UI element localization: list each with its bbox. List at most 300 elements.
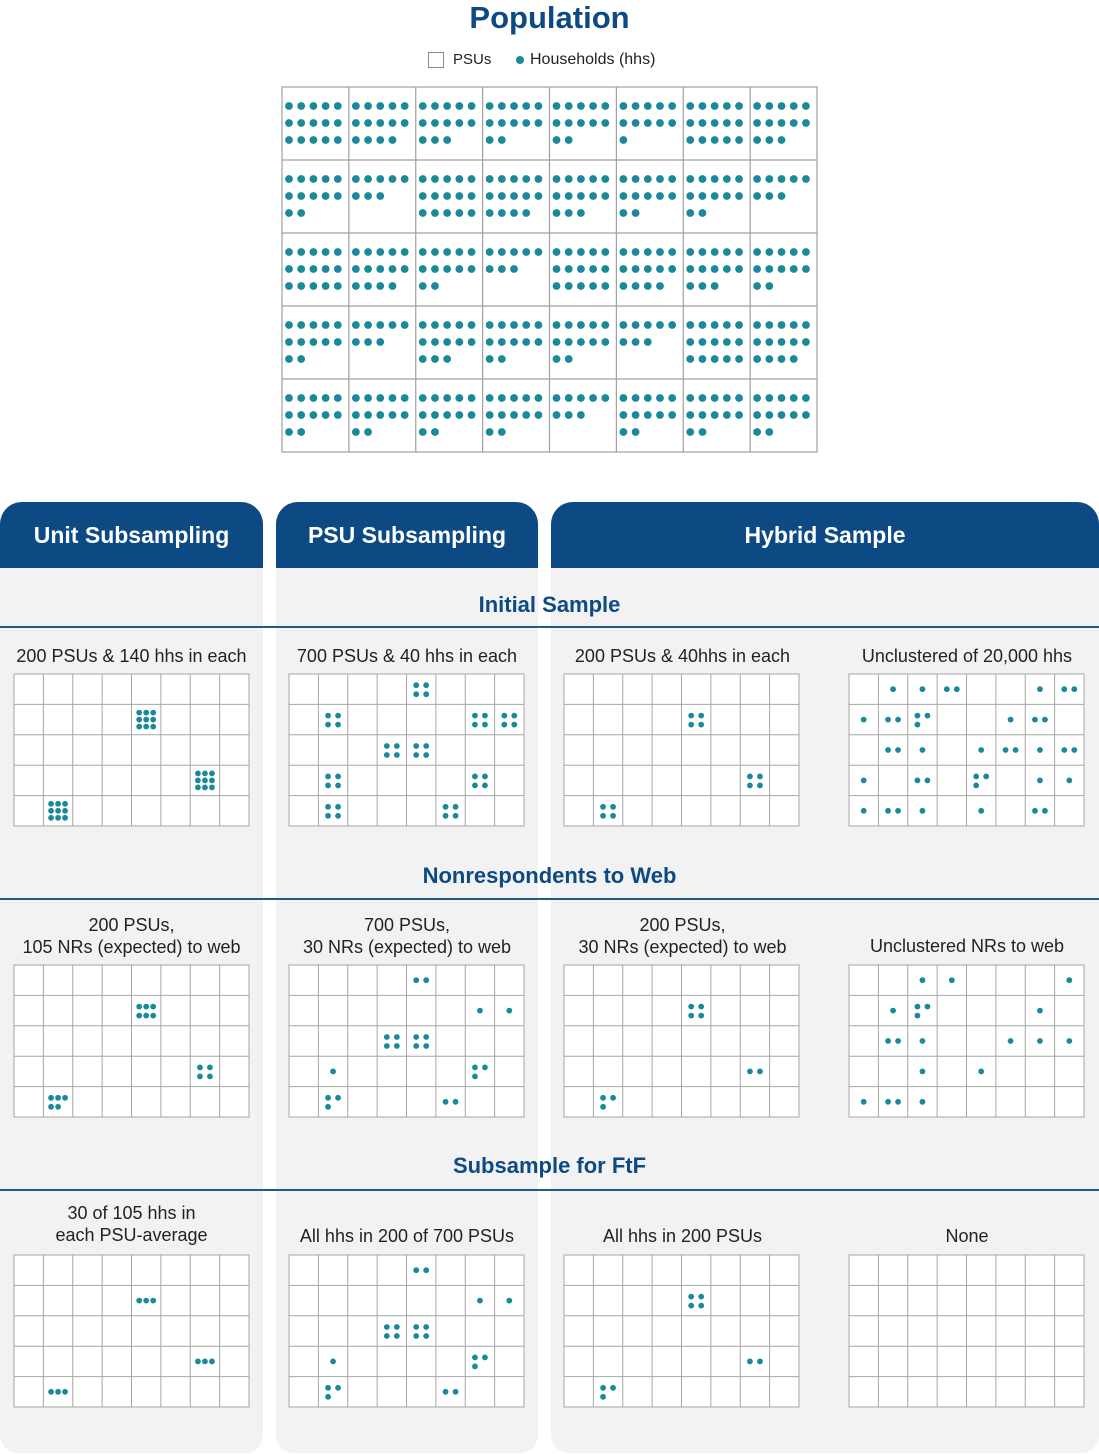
population-household-dot [334, 411, 342, 419]
sample-household-dot [925, 713, 931, 719]
sample-household-dot [472, 1065, 478, 1071]
sample-household-dot [325, 722, 331, 728]
population-household-dot [334, 248, 342, 256]
population-household-dot [619, 265, 627, 273]
population-household-dot [431, 411, 439, 419]
population-household-dot [711, 119, 719, 127]
population-household-dot [699, 321, 707, 329]
population-household-dot [686, 355, 694, 363]
population-household-dot [753, 355, 761, 363]
sample-household-dot [143, 1298, 149, 1304]
sample-household-dot [482, 1065, 488, 1071]
population-household-dot [656, 102, 664, 110]
population-household-dot [498, 394, 506, 402]
population-household-dot [468, 411, 476, 419]
population-household-dot [735, 248, 743, 256]
population-household-dot [401, 102, 409, 110]
population-household-dot [668, 119, 676, 127]
sample-household-dot [150, 717, 156, 723]
sample-household-dot [747, 1359, 753, 1365]
sample-household-dot [925, 778, 931, 784]
population-household-dot [802, 265, 810, 273]
sample-household-dot [423, 1267, 429, 1273]
sample-household-dot [501, 722, 507, 728]
sample-household-dot [443, 1389, 449, 1395]
sample-household-dot [600, 813, 606, 819]
sample-household-dot [143, 1013, 149, 1019]
population-household-dot [632, 321, 640, 329]
population-household-dot [510, 321, 518, 329]
population-household-dot [765, 192, 773, 200]
population-household-dot [589, 175, 597, 183]
label-nr-unclustered: Unclustered NRs to web [869, 936, 1065, 956]
population-household-dot [778, 102, 786, 110]
population-household-dot [419, 248, 427, 256]
sample-household-dot [55, 808, 61, 814]
population-household-dot [765, 136, 773, 144]
population-household-dot [589, 119, 597, 127]
population-household-dot [790, 102, 798, 110]
population-household-dot [765, 282, 773, 290]
sample-household-dot [472, 1074, 478, 1080]
sample-household-dot [413, 682, 419, 688]
population-household-dot [352, 136, 360, 144]
sample-household-dot [413, 743, 419, 749]
population-household-dot [376, 175, 384, 183]
population-household-dot [644, 411, 652, 419]
population-household-dot [352, 321, 360, 329]
sample-household-dot [698, 1004, 704, 1010]
population-household-dot [565, 321, 573, 329]
population-household-dot [310, 136, 318, 144]
population-household-dot [589, 265, 597, 273]
population-household-dot [443, 209, 451, 217]
population-household-dot [802, 119, 810, 127]
population-household-dot [334, 175, 342, 183]
population-household-dot [565, 282, 573, 290]
population-household-dot [735, 175, 743, 183]
population-household-dot [455, 209, 463, 217]
sample-household-dot [501, 713, 507, 719]
population-household-dot [656, 192, 664, 200]
population-household-dot [577, 282, 585, 290]
population-household-dot [553, 119, 561, 127]
population-household-dot [753, 192, 761, 200]
population-household-dot [498, 102, 506, 110]
population-household-dot [352, 119, 360, 127]
sample-household-dot [477, 1008, 483, 1014]
sample-household-dot [143, 710, 149, 716]
population-household-dot [553, 136, 561, 144]
population-household-dot [711, 248, 719, 256]
sample-household-dot [209, 1359, 215, 1365]
sample-household-dot [335, 1095, 341, 1101]
population-household-dot [431, 248, 439, 256]
population-household-dot [486, 428, 494, 436]
population-household-dot [468, 119, 476, 127]
label-ftf-none: None [945, 1226, 989, 1246]
population-household-dot [535, 411, 543, 419]
population-household-dot [443, 338, 451, 346]
sample-household-dot [1013, 747, 1019, 753]
population-household-dot [644, 119, 652, 127]
population-household-dot [443, 265, 451, 273]
sample-household-dot [55, 801, 61, 807]
sample-household-dot [890, 1008, 896, 1014]
population-household-dot [498, 248, 506, 256]
label-nr-psu: 700 PSUs, 30 NRs (expected) to web [302, 915, 512, 957]
label-initial-unclustered: Unclustered of 20,000 hhs [861, 646, 1073, 666]
sample-household-dot [423, 682, 429, 688]
sample-household-dot [1042, 717, 1048, 723]
sample-household-dot [600, 804, 606, 810]
sample-household-dot [143, 1004, 149, 1010]
sample-household-dot [453, 813, 459, 819]
population-household-dot [455, 102, 463, 110]
population-household-dot [510, 248, 518, 256]
sample-household-dot [920, 808, 926, 814]
population-household-dot [790, 355, 798, 363]
population-household-dot [522, 411, 530, 419]
population-household-dot [522, 119, 530, 127]
population-household-dot [310, 394, 318, 402]
sample-household-dot [895, 808, 901, 814]
sample-household-dot [895, 747, 901, 753]
population-household-dot [455, 265, 463, 273]
population-household-dot [297, 394, 305, 402]
population-household-dot [376, 265, 384, 273]
population-household-dot [686, 394, 694, 402]
population-household-dot [699, 394, 707, 402]
sample-household-dot [885, 717, 891, 723]
sample-household-dot [394, 752, 400, 758]
population-household-dot [686, 265, 694, 273]
population-household-dot [322, 136, 330, 144]
population-household-dot [522, 192, 530, 200]
population-household-dot [297, 209, 305, 217]
population-household-dot [735, 321, 743, 329]
population-household-dot [498, 411, 506, 419]
sample-household-dot [55, 1389, 61, 1395]
population-household-dot [778, 321, 786, 329]
population-household-dot [619, 136, 627, 144]
population-household-dot [619, 428, 627, 436]
sample-household-dot [915, 713, 921, 719]
population-household-dot [297, 428, 305, 436]
sample-household-dot [895, 1099, 901, 1105]
population-household-dot [468, 321, 476, 329]
population-household-dot [577, 265, 585, 273]
label-nr-unit: 200 PSUs, 105 NRs (expected) to web [22, 915, 241, 957]
sample-household-dot [861, 808, 867, 814]
population-household-dot [589, 321, 597, 329]
sample-household-dot [890, 686, 896, 692]
population-household-dot [297, 136, 305, 144]
population-household-dot [310, 192, 318, 200]
sample-household-dot [688, 722, 694, 728]
tab-unit-subsampling: Unit Subsampling [0, 502, 263, 568]
sample-household-dot [202, 1359, 208, 1365]
population-household-dot [376, 102, 384, 110]
population-household-dot [535, 102, 543, 110]
sample-household-dot [335, 804, 341, 810]
sample-household-dot [136, 717, 142, 723]
population-household-dot [553, 411, 561, 419]
population-household-dot [376, 321, 384, 329]
population-household-dot [790, 265, 798, 273]
sample-household-dot [195, 1359, 201, 1365]
sample-household-dot [973, 774, 979, 780]
population-household-dot [553, 209, 561, 217]
population-household-dot [632, 411, 640, 419]
population-household-dot [711, 338, 719, 346]
sample-household-dot [1037, 1008, 1043, 1014]
sample-household-dot [136, 1004, 142, 1010]
population-household-dot [297, 338, 305, 346]
sample-household-dot [150, 710, 156, 716]
population-household-dot [589, 102, 597, 110]
population-household-dot [401, 175, 409, 183]
population-household-dot [419, 355, 427, 363]
population-household-dot [322, 248, 330, 256]
population-household-dot [389, 175, 397, 183]
population-household-dot [565, 394, 573, 402]
sample-household-dot [394, 1333, 400, 1339]
population-household-dot [644, 282, 652, 290]
population-household-dot [498, 338, 506, 346]
population-household-dot [790, 321, 798, 329]
sample-household-dot [330, 1359, 336, 1365]
population-household-dot [632, 282, 640, 290]
population-household-dot [753, 282, 761, 290]
sample-household-dot [330, 1069, 336, 1075]
sample-household-dot [48, 815, 54, 821]
sample-household-dot [453, 1099, 459, 1105]
population-household-dot [686, 119, 694, 127]
population-household-dot [735, 136, 743, 144]
sample-household-dot [136, 1013, 142, 1019]
population-household-dot [601, 338, 609, 346]
sample-household-dot [325, 713, 331, 719]
population-household-dot [352, 411, 360, 419]
population-household-dot [565, 192, 573, 200]
population-household-dot [778, 248, 786, 256]
population-household-dot [498, 428, 506, 436]
population-household-dot [455, 338, 463, 346]
sample-household-dot [511, 722, 517, 728]
population-household-dot [778, 338, 786, 346]
sample-household-dot [197, 1065, 203, 1071]
population-household-dot [565, 102, 573, 110]
sample-household-dot [885, 747, 891, 753]
sample-household-dot [335, 783, 341, 789]
population-household-dot [619, 394, 627, 402]
population-household-dot [565, 355, 573, 363]
sample-household-dot [600, 1394, 606, 1400]
sample-household-dot [1037, 1038, 1043, 1044]
section-title-initial: Initial Sample [478, 592, 621, 617]
sample-household-dot [698, 722, 704, 728]
sample-household-dot [610, 813, 616, 819]
population-household-dot [297, 119, 305, 127]
sample-household-dot [443, 813, 449, 819]
population-household-dot [486, 136, 494, 144]
population-household-dot [322, 411, 330, 419]
population-household-dot [656, 411, 664, 419]
label-ftf-hybrid: All hhs in 200 PSUs [602, 1226, 763, 1246]
population-household-dot [632, 119, 640, 127]
population-household-dot [334, 192, 342, 200]
sample-household-dot [1032, 808, 1038, 814]
population-household-dot [668, 175, 676, 183]
sample-household-dot [55, 1104, 61, 1110]
population-household-dot [711, 394, 719, 402]
sample-household-dot [55, 1095, 61, 1101]
population-household-dot [376, 282, 384, 290]
sample-household-dot [600, 1095, 606, 1101]
population-household-dot [711, 355, 719, 363]
population-household-dot [699, 355, 707, 363]
population-household-dot [699, 411, 707, 419]
population-household-dot [285, 102, 293, 110]
sample-household-dot [209, 785, 215, 791]
population-household-dot [376, 136, 384, 144]
population-household-dot [553, 394, 561, 402]
population-household-dot [322, 282, 330, 290]
sample-household-dot [423, 1333, 429, 1339]
population-household-dot [632, 248, 640, 256]
population-household-dot [589, 282, 597, 290]
population-household-dot [431, 175, 439, 183]
population-household-dot [334, 119, 342, 127]
population-household-dot [431, 428, 439, 436]
label-initial-psu: 700 PSUs & 40 hhs in each [296, 646, 518, 666]
population-household-dot [376, 119, 384, 127]
population-household-dot [765, 321, 773, 329]
population-household-dot [431, 321, 439, 329]
population-household-dot [619, 321, 627, 329]
population-household-dot [802, 338, 810, 346]
sample-household-dot [698, 713, 704, 719]
sample-household-dot [207, 1074, 213, 1080]
population-household-dot [565, 209, 573, 217]
population-household-dot [364, 248, 372, 256]
population-household-dot [334, 102, 342, 110]
population-household-dot [765, 248, 773, 256]
population-household-dot [753, 248, 761, 256]
sample-household-dot [413, 1324, 419, 1330]
population-household-dot [753, 338, 761, 346]
population-household-dot [735, 102, 743, 110]
population-household-dot [443, 321, 451, 329]
population-household-dot [431, 355, 439, 363]
sample-household-dot [209, 778, 215, 784]
population-household-dot [644, 175, 652, 183]
sample-household-dot [757, 783, 763, 789]
sample-household-dot [895, 717, 901, 723]
sample-household-dot [443, 804, 449, 810]
population-household-dot [401, 394, 409, 402]
sample-household-dot [482, 713, 488, 719]
population-household-dot [711, 282, 719, 290]
sample-household-dot [472, 1364, 478, 1370]
population-household-dot [419, 119, 427, 127]
population-household-dot [376, 411, 384, 419]
sample-household-dot [954, 686, 960, 692]
population-household-dot [553, 102, 561, 110]
population-household-dot [498, 265, 506, 273]
population-household-dot [285, 282, 293, 290]
sample-household-dot [506, 1298, 512, 1304]
population-household-dot [735, 119, 743, 127]
sample-household-dot [1032, 717, 1038, 723]
sample-household-dot [384, 1324, 390, 1330]
sample-household-dot [757, 1359, 763, 1365]
population-household-dot [735, 394, 743, 402]
population-household-dot [389, 136, 397, 144]
population-household-dot [644, 394, 652, 402]
population-household-dot [699, 248, 707, 256]
sample-household-dot [48, 808, 54, 814]
population-household-dot [443, 102, 451, 110]
sample-household-dot [207, 1065, 213, 1071]
population-household-dot [468, 338, 476, 346]
sample-household-dot [949, 977, 955, 983]
population-household-dot [364, 282, 372, 290]
population-household-dot [522, 394, 530, 402]
population-household-dot [723, 338, 731, 346]
population-household-dot [656, 282, 664, 290]
sample-household-dot [973, 783, 979, 789]
sample-household-dot [335, 1385, 341, 1391]
sample-household-dot [482, 774, 488, 780]
sample-household-dot [915, 1013, 921, 1019]
population-household-dot [364, 102, 372, 110]
population-household-dot [364, 411, 372, 419]
population-household-dot [723, 192, 731, 200]
sample-household-dot [335, 774, 341, 780]
population-household-dot [753, 411, 761, 419]
sample-household-dot [978, 1069, 984, 1075]
sample-household-dot [983, 774, 989, 780]
population-household-dot [443, 119, 451, 127]
population-household-dot [790, 411, 798, 419]
population-household-dot [619, 338, 627, 346]
sample-household-dot [143, 717, 149, 723]
sample-household-dot [1066, 977, 1072, 983]
sample-household-dot [150, 724, 156, 730]
population-household-dot [619, 411, 627, 419]
population-household-dot [510, 411, 518, 419]
population-household-dot [711, 265, 719, 273]
sample-household-dot [384, 1034, 390, 1040]
population-household-dot [419, 282, 427, 290]
population-household-dot [778, 394, 786, 402]
population-household-dot [601, 192, 609, 200]
population-household-dot [297, 175, 305, 183]
population-household-dot [656, 175, 664, 183]
population-household-dot [553, 248, 561, 256]
population-household-dot [601, 175, 609, 183]
population-household-dot [765, 411, 773, 419]
population-household-dot [535, 248, 543, 256]
population-household-dot [401, 265, 409, 273]
sample-household-dot [610, 1385, 616, 1391]
sample-household-dot [150, 1004, 156, 1010]
population-household-dot [723, 411, 731, 419]
population-household-dot [656, 248, 664, 256]
label-initial-unit: 200 PSUs & 140 hhs in each [16, 646, 247, 666]
